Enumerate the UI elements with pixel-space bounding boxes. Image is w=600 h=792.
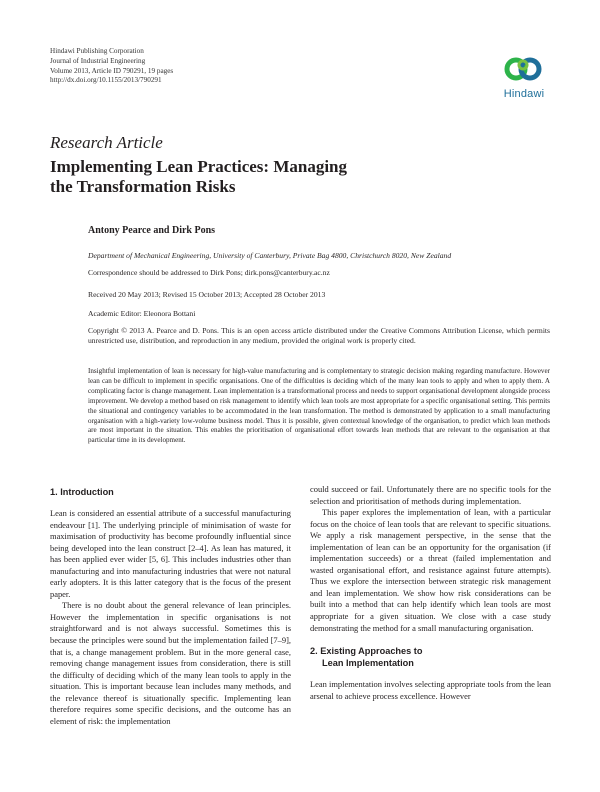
- body-column-left: [50, 486, 291, 727]
- abstract: Insightful implementation of lean is necessary for high-value manufacturing and is complementary to strategic decision making regarding manufacture. However lean can be difficult to implement in specific organisations. One of the difficulties is deciding which of the many lean tools to apply and when to apply them. A complicating factor is change management. Lean implementation is a transformational process and needs to support organisational development alongside process improvement. We develop a method based on risk management to identify which lean tools are most appropriate for a specific organisational setting. This permits the situational and contingency variables to be accommodated in the lean transformation. The method is demonstrated by application to a small manufacturing organisation with a high-variety low-volume business model. Thus it is possible, given contextual knowledge of the organisation, to predict which lean methods are most important in the situation. This enables the prioritisation of organisational effort towards lean methods that are relevant to the organisation at that particular time in its development.: [88, 367, 550, 445]
- paragraph: Lean implementation involves selecting appropriate tools from the lean arsenal to achieve process excellence. However: [310, 679, 551, 701]
- affiliation: Department of Mechanical Engineering, University of Canterbury, Private Bag 4800, Christchurch 8020, New Zealand: [88, 251, 452, 260]
- authors: Antony Pearce and Dirk Pons: [88, 225, 216, 236]
- paragraph: This paper explores the implementation of lean, with a particular focus on the choice of lean tools that are relevant to specific situations. We apply a risk management perspective, in the sense that the implementation of lean can be an opportunity for the organisation (if implementation succeeds) or a threat (failed implementation and wasted organisational effort, and resistance against future attempts). Thus we explore the intersection between strategic risk management and lean implementation. We show how risk considerations can be built into a method that can help identify which lean tools are most appropriate for a given situation. We close with a case study demonstrating the method for a small manufacturing organisation.: [310, 507, 551, 633]
- publisher-name: Hindawi Publishing Corporation: [50, 47, 144, 55]
- body-column-right: [310, 484, 551, 702]
- paragraph: There is no doubt about the general relevance of lean principles. However the implementation in specific organisations is not straightforward and is not always successful. Sometimes this is because the principles were sound but the implementation failed [7–9], that is, a change management problem. But in the more general case, removing change management issues from consideration, there is still the difficulty of deciding which of the many lean tools to apply in the situation. This is important because lean includes many methods, and the relevance thereof is situationally specific. Implementing lean therefore requires some specific decisions, and the outcome has an element of risk: the implementation: [50, 600, 291, 726]
- hindawi-logo-icon: [494, 52, 554, 88]
- logo-text: Hindawi: [503, 88, 545, 100]
- title-line-1: Implementing Lean Practices: Managing: [50, 157, 347, 176]
- section-heading-line-1: 2. Existing Approaches to: [310, 646, 423, 657]
- correspondence: Correspondence should be addressed to Dirk Pons; dirk.pons@canterbury.ac.nz: [88, 268, 330, 277]
- article-type: Research Article: [50, 133, 163, 152]
- section-heading-introduction: 1. Introduction: [50, 487, 114, 497]
- title-line-2: the Transformation Risks: [50, 177, 236, 196]
- section-heading-line-2: Lean Implementation: [322, 658, 414, 669]
- journal-meta: [50, 47, 350, 86]
- copyright-notice: Copyright © 2013 A. Pearce and D. Pons. This is an open access article distributed under the Creative Commons Attribution License, which permits unrestricted use, distribution, and reproduction in any medium, provided the original work is properly cited.: [88, 326, 550, 345]
- section-heading-existing-approaches: [310, 645, 551, 669]
- paragraph: Lean is considered an essential attribute of a successful manufacturing endeavour [1]. The underlying principle of minimisation of waste for maximisation of productivity has become profoundly influential since being developed into the lean construct [2–4]. As lean has matured, it has been applied ever wider [5, 6]. This includes industries other than manufacturing and into manufacturing industries that were not natural early adopters. It is this latter category that is the focus of the present paper.: [50, 508, 291, 599]
- paragraph: could succeed or fail. Unfortunately there are no specific tools for the selection and prioritisation of methods during implementation.: [310, 484, 551, 506]
- article-dates: Received 20 May 2013; Revised 15 October 2013; Accepted 28 October 2013: [88, 290, 326, 299]
- volume-line: Volume 2013, Article ID 790291, 19 pages: [50, 66, 174, 75]
- article-title: [50, 157, 470, 197]
- journal-name: Journal of Industrial Engineering: [50, 56, 146, 65]
- doi-link[interactable]: http://dx.doi.org/10.1155/2013/790291: [50, 76, 162, 85]
- hindawi-logo: [494, 52, 554, 102]
- academic-editor: Academic Editor: Eleonora Bottani: [88, 309, 196, 318]
